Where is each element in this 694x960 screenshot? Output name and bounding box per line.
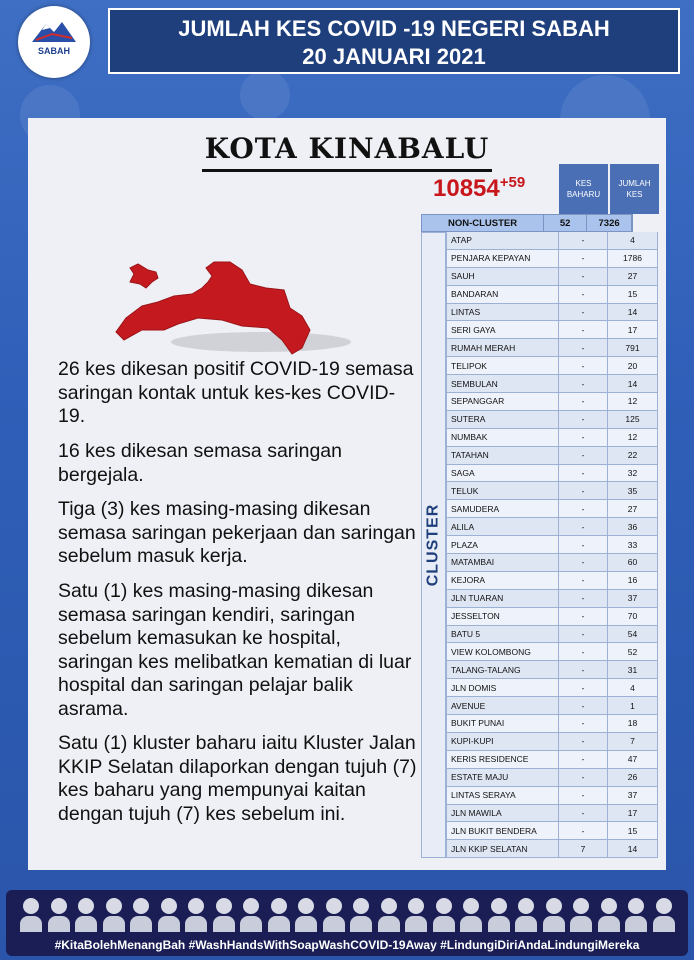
cluster-name-cell: ATAP [446, 232, 559, 249]
cluster-jumlah-cell: 31 [608, 661, 658, 678]
cluster-name-cell: NUMBAK [446, 429, 559, 446]
cluster-name-cell: JLN DOMIS [446, 679, 559, 696]
table-row [446, 465, 658, 483]
cluster-baharu-cell: - [559, 822, 608, 839]
cluster-baharu-cell: - [559, 447, 608, 464]
cluster-name-cell: AVENUE [446, 697, 559, 714]
cluster-jumlah-cell: 52 [608, 643, 658, 660]
cluster-jumlah-cell: 32 [608, 465, 658, 482]
cluster-jumlah-cell: 60 [608, 554, 658, 571]
cluster-baharu-cell: - [559, 536, 608, 553]
cluster-name-cell: TATAHAN [446, 447, 559, 464]
person-icon [378, 898, 400, 932]
district-title: KOTA KINABALU [202, 132, 492, 172]
paragraph-4: Satu (1) kes masing-masing dikesan semasa saringan kendiri, saringan sebelum kemasukan ke hospital, saringan kes melibatkan kematian di luar hospital dan saringan pelajar balik asrama. [58, 580, 412, 720]
cluster-name-cell: KEJORA [446, 572, 559, 589]
cluster-jumlah-cell: 35 [608, 482, 658, 499]
cluster-name-cell: JESSELTON [446, 608, 559, 625]
cluster-name-cell: ESTATE MAJU [446, 769, 559, 786]
cluster-jumlah-cell: 12 [608, 393, 658, 410]
cluster-baharu-cell: 7 [559, 840, 608, 857]
person-icon [75, 898, 97, 932]
hashtags: #KitaBolehMenangBah #WashHandsWithSoapWashCOVID-19Away #LindungiDiriAndaLindungiMereka [54, 938, 640, 952]
cluster-name-cell: JLN KKIP SELATAN [446, 840, 559, 857]
total-value: 10854 [433, 175, 500, 202]
cluster-name-cell: SAMUDERA [446, 500, 559, 517]
cluster-name-cell: JLN MAWILA [446, 805, 559, 822]
person-icon [433, 898, 455, 932]
table-row [446, 393, 658, 411]
table-row [446, 751, 658, 769]
table-row [446, 268, 658, 286]
table-row [446, 554, 658, 572]
cluster-baharu-cell: - [559, 482, 608, 499]
table-row [446, 518, 658, 536]
cluster-baharu-cell: - [559, 232, 608, 249]
cluster-name-cell: TALANG-TALANG [446, 661, 559, 678]
cluster-name-cell: SEPANGGAR [446, 393, 559, 410]
cluster-jumlah-cell: 18 [608, 715, 658, 732]
non-cluster-label: NON-CLUSTER [422, 215, 544, 231]
person-icon [20, 898, 42, 932]
person-icon [323, 898, 345, 932]
cluster-jumlah-cell: 20 [608, 357, 658, 374]
table-row [446, 339, 658, 357]
cluster-jumlah-cell: 26 [608, 769, 658, 786]
table-row [446, 482, 658, 500]
table-row [446, 321, 658, 339]
cluster-name-cell: BANDARAN [446, 286, 559, 303]
cluster-jumlah-cell: 12 [608, 429, 658, 446]
cluster-jumlah-cell: 22 [608, 447, 658, 464]
cluster-baharu-cell: - [559, 393, 608, 410]
table-row [446, 822, 658, 840]
total-cases [433, 174, 525, 203]
table-row [446, 697, 658, 715]
non-cluster-baharu: 52 [544, 215, 587, 231]
paragraph-2: 16 kes dikesan semasa saringan bergejala. [58, 440, 342, 486]
cluster-baharu-cell: - [559, 465, 608, 482]
table-row [446, 357, 658, 375]
cluster-name-cell: TELIPOK [446, 357, 559, 374]
table-row [446, 429, 658, 447]
person-icon [625, 898, 647, 932]
table-row [446, 572, 658, 590]
cluster-name-cell: ALILA [446, 518, 559, 535]
mountain-icon [32, 20, 76, 42]
cluster-name-cell: KERIS RESIDENCE [446, 751, 559, 768]
cluster-baharu-cell: - [559, 304, 608, 321]
cluster-baharu-cell: - [559, 375, 608, 392]
cluster-baharu-cell: - [559, 429, 608, 446]
person-icon [268, 898, 290, 932]
cluster-jumlah-cell: 17 [608, 805, 658, 822]
cluster-baharu-cell: - [559, 608, 608, 625]
cluster-jumlah-cell: 54 [608, 626, 658, 643]
cluster-baharu-cell: - [559, 661, 608, 678]
cluster-label-text: CLUSTER [424, 503, 442, 587]
person-icon [543, 898, 565, 932]
person-icon [158, 898, 180, 932]
table-row [446, 500, 658, 518]
person-icon [130, 898, 152, 932]
cluster-baharu-cell: - [559, 715, 608, 732]
cluster-jumlah-cell: 37 [608, 787, 658, 804]
header-date: 20 JANUARI 2021 [302, 44, 486, 69]
cluster-baharu-cell: - [559, 321, 608, 338]
table-row [446, 840, 658, 858]
cluster-section [421, 232, 642, 858]
table-row [446, 590, 658, 608]
table-row [446, 715, 658, 733]
cluster-name-cell: BATU 5 [446, 626, 559, 643]
cluster-name-cell: KUPI-KUPI [446, 733, 559, 750]
cluster-name-cell: LINTAS [446, 304, 559, 321]
header-kes-baharu: KES BAHARU [559, 164, 608, 214]
cluster-baharu-cell: - [559, 590, 608, 607]
cluster-baharu-cell: - [559, 500, 608, 517]
cluster-baharu-cell: - [559, 643, 608, 660]
cluster-jumlah-cell: 1786 [608, 250, 658, 267]
cluster-name-cell: MATAMBAI [446, 554, 559, 571]
header-jumlah-kes: JUMLAH KES [610, 164, 659, 214]
paragraph-3: Tiga (3) kes masing-masing dikesan semasa saringan pekerjaan dan saringan sebelum masuk kerja. [58, 498, 416, 567]
person-icon [460, 898, 482, 932]
cluster-jumlah-cell: 1 [608, 697, 658, 714]
table-row [446, 250, 658, 268]
table-row [446, 304, 658, 322]
table-row [446, 733, 658, 751]
table-row [446, 447, 658, 465]
cluster-jumlah-cell: 791 [608, 339, 658, 356]
cluster-jumlah-cell: 47 [608, 751, 658, 768]
cluster-name-cell: SAGA [446, 465, 559, 482]
cluster-baharu-cell: - [559, 286, 608, 303]
table-row [446, 608, 658, 626]
table-row [446, 375, 658, 393]
cluster-jumlah-cell: 15 [608, 286, 658, 303]
header-title: JUMLAH KES COVID -19 NEGERI SABAH [178, 16, 610, 41]
cluster-name-cell: SERI GAYA [446, 321, 559, 338]
page-header [108, 8, 680, 74]
person-icon [240, 898, 262, 932]
table-row [446, 805, 658, 823]
cluster-name-cell: SEMBULAN [446, 375, 559, 392]
person-icon [598, 898, 620, 932]
person-icon [405, 898, 427, 932]
content-card [28, 118, 666, 870]
total-new: +59 [499, 174, 526, 191]
cluster-name-cell: JLN TUARAN [446, 590, 559, 607]
person-icon [653, 898, 675, 932]
cluster-baharu-cell: - [559, 339, 608, 356]
person-icon [570, 898, 592, 932]
table-row [446, 787, 658, 805]
virus-decoration [240, 70, 290, 120]
table-row [446, 679, 658, 697]
cases-table [421, 214, 642, 858]
cluster-baharu-cell: - [559, 697, 608, 714]
table-row [446, 661, 658, 679]
non-cluster-jumlah: 7326 [587, 215, 632, 231]
person-icon [48, 898, 70, 932]
table-row [446, 286, 658, 304]
cluster-jumlah-cell: 27 [608, 500, 658, 517]
cluster-baharu-cell: - [559, 805, 608, 822]
paragraph-1: 26 kes dikesan positif COVID-19 semasa saringan kontak untuk kes-kes COVID-19. [58, 358, 414, 427]
cluster-jumlah-cell: 27 [608, 268, 658, 285]
table-row [446, 411, 658, 429]
cluster-name-cell: SAUH [446, 268, 559, 285]
logo-text: SABAH [37, 46, 70, 56]
cluster-name-cell: JLN BUKIT BENDERA [446, 822, 559, 839]
cluster-jumlah-cell: 17 [608, 321, 658, 338]
cluster-baharu-cell: - [559, 787, 608, 804]
cluster-jumlah-cell: 7 [608, 733, 658, 750]
cluster-baharu-cell: - [559, 411, 608, 428]
cluster-jumlah-cell: 14 [608, 304, 658, 321]
cluster-name-cell: RUMAH MERAH [446, 339, 559, 356]
cluster-baharu-cell: - [559, 554, 608, 571]
kota-kinabalu-map [86, 192, 376, 362]
cluster-jumlah-cell: 14 [608, 840, 658, 857]
table-row [446, 232, 658, 250]
cluster-jumlah-cell: 125 [608, 411, 658, 428]
cluster-baharu-cell: - [559, 357, 608, 374]
cluster-baharu-cell: - [559, 751, 608, 768]
table-row [446, 769, 658, 787]
sabah-logo [18, 6, 90, 78]
person-icon [350, 898, 372, 932]
cluster-label [421, 232, 446, 858]
cluster-baharu-cell: - [559, 518, 608, 535]
cluster-jumlah-cell: 70 [608, 608, 658, 625]
person-icon [103, 898, 125, 932]
cluster-baharu-cell: - [559, 250, 608, 267]
table-row [446, 536, 658, 554]
table-row [446, 643, 658, 661]
person-icon [488, 898, 510, 932]
person-icon [295, 898, 317, 932]
cluster-baharu-cell: - [559, 733, 608, 750]
cluster-baharu-cell: - [559, 268, 608, 285]
cluster-jumlah-cell: 33 [608, 536, 658, 553]
cluster-jumlah-cell: 14 [608, 375, 658, 392]
cluster-name-cell: PLAZA [446, 536, 559, 553]
cluster-name-cell: BUKIT PUNAI [446, 715, 559, 732]
cluster-baharu-cell: - [559, 769, 608, 786]
cluster-baharu-cell: - [559, 572, 608, 589]
cluster-jumlah-cell: 4 [608, 679, 658, 696]
cluster-baharu-cell: - [559, 679, 608, 696]
cluster-rows [446, 232, 658, 858]
cluster-baharu-cell: - [559, 626, 608, 643]
person-icon [185, 898, 207, 932]
footer-banner [6, 890, 688, 956]
cluster-jumlah-cell: 36 [608, 518, 658, 535]
cluster-name-cell: VIEW KOLOMBONG [446, 643, 559, 660]
cluster-jumlah-cell: 15 [608, 822, 658, 839]
non-cluster-row [421, 214, 633, 232]
paragraph-5: Satu (1) kluster baharu iaitu Kluster Jalan KKIP Selatan dilaporkan dengan tujuh (7) kes baharu yang mempunyai kaitan dengan tujuh (7) kes sebelum ini. [58, 732, 417, 825]
cluster-name-cell: TELUK [446, 482, 559, 499]
cluster-jumlah-cell: 4 [608, 232, 658, 249]
cluster-name-cell: LINTAS SERAYA [446, 787, 559, 804]
person-icon [515, 898, 537, 932]
cluster-jumlah-cell: 37 [608, 590, 658, 607]
cluster-jumlah-cell: 16 [608, 572, 658, 589]
person-icon [213, 898, 235, 932]
cluster-name-cell: PENJARA KEPAYAN [446, 250, 559, 267]
cluster-name-cell: SUTERA [446, 411, 559, 428]
table-row [446, 626, 658, 644]
